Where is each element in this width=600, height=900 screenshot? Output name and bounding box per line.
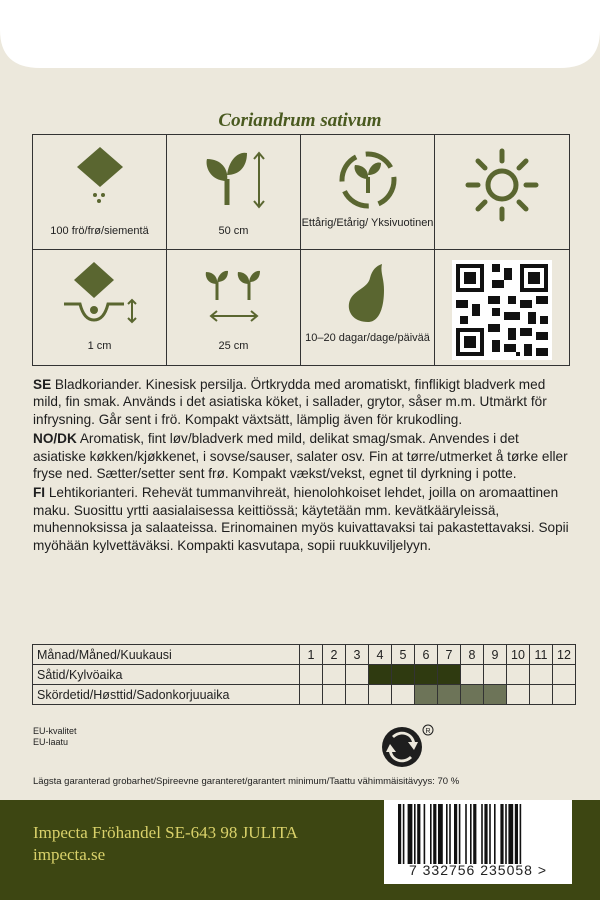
- lang-label-no-dk: NO/DK: [33, 431, 77, 447]
- sowing-month-cell: [484, 665, 507, 685]
- sowing-calendar: [32, 644, 576, 705]
- icon-grid: [32, 134, 570, 366]
- harvest-month-cell: [392, 685, 415, 705]
- lang-label-se: SE: [33, 377, 52, 392]
- seed-packet-icon: [65, 145, 135, 205]
- sowing-month-cell: [530, 665, 553, 685]
- month-cell: 12: [553, 645, 576, 665]
- germination-rate: Lägsta garanterad grobarhet/Spireevne garanteret/garantert minimum/Taattu vähimmäisitävyys: 70 %: [33, 776, 460, 787]
- seed-count-cell: [33, 135, 167, 250]
- lang-label-fi: FI: [33, 485, 46, 501]
- description-block: [33, 376, 573, 556]
- description-fi: [33, 484, 573, 554]
- harvest-month-cell: [369, 685, 392, 705]
- germination-icon: [338, 260, 398, 326]
- sowing-depth-caption: 1 cm: [87, 340, 112, 352]
- sowing-month-cell: [415, 665, 438, 685]
- sowing-month-cell: [369, 665, 392, 685]
- svg-text:R: R: [425, 728, 431, 735]
- description-text-no-dk: Aromatisk, fint løv/bladverk med mild, delikat smag/smak. Anvendes i det asiatiske køkken/kjøkkenet, i sovse/sauser, salater osv. Fin at tørre/utmerket å tørke eller fryse ned. Sætter/setter sent frø. Kompakt vækst/vekst, egnet til dyrkning i potte.: [33, 431, 568, 482]
- barcode: [384, 800, 572, 884]
- month-header-label: Månad/Måned/Kuukausi: [33, 645, 300, 665]
- lifecycle-cell: [301, 135, 435, 250]
- barcode-number: 7 332756 235058 >: [408, 862, 548, 878]
- eu-quality-se: EU-kvalitet: [33, 726, 77, 736]
- website-link[interactable]: impecta.se: [33, 845, 106, 864]
- height-cell: [167, 135, 301, 250]
- harvest-month-cell: [530, 685, 553, 705]
- harvest-label: Skördetid/Høsttid/Sadonkorjuuaika: [33, 685, 300, 705]
- qr-cell: [435, 250, 569, 365]
- harvest-month-cell: [300, 685, 323, 705]
- sun-cell: [435, 135, 569, 250]
- qr-code-icon[interactable]: [452, 260, 552, 360]
- annual-cycle-icon: [333, 145, 403, 215]
- germination-caption: 10–20 dagar/dage/päivää: [305, 332, 430, 344]
- height-caption: 50 cm: [218, 225, 249, 237]
- month-cell: 5: [392, 645, 415, 665]
- description-text-se: Bladkoriander. Kinesisk persilja. Örtkrydda med aromatiskt, finflikigt bladverk med mild, fin smak. Används i det asiatiska köket, i sallader, grytor, såser m.m. Utmärkt för infrysning. Går sent i frö. Kompakt växtsätt, lämplig även för krukodling.: [33, 377, 547, 427]
- sowing-month-cell: [392, 665, 415, 685]
- sowing-month-cell: [553, 665, 576, 685]
- harvest-month-cell: [346, 685, 369, 705]
- sun-icon: [464, 147, 540, 223]
- lifecycle-caption: Ettårig/Etårig/ Yksivuotinen: [301, 217, 434, 229]
- calendar-header-row: [33, 645, 576, 665]
- month-cell: 10: [507, 645, 530, 665]
- barcode-bars: [384, 804, 572, 866]
- sowing-month-cell: [346, 665, 369, 685]
- month-cell: 6: [415, 645, 438, 665]
- month-cell: 1: [300, 645, 323, 665]
- sowing-label: Såtid/Kylvöaika: [33, 665, 300, 685]
- sowing-depth-cell: [33, 250, 167, 365]
- seed-count-caption: 100 frö/frø/siementä: [50, 225, 149, 237]
- hang-tab-cutout: [0, 0, 600, 70]
- harvest-row: [33, 685, 576, 705]
- month-cell: 8: [461, 645, 484, 665]
- month-cell: 3: [346, 645, 369, 665]
- spacing-cell: [167, 250, 301, 365]
- plant-height-icon: [199, 145, 269, 215]
- harvest-month-cell: [553, 685, 576, 705]
- harvest-month-cell: [438, 685, 461, 705]
- species-title: Coriandrum sativum: [218, 110, 382, 131]
- harvest-month-cell: [484, 685, 507, 705]
- harvest-month-cell: [323, 685, 346, 705]
- month-cell: 7: [438, 645, 461, 665]
- sowing-month-cell: [300, 665, 323, 685]
- description-se: [33, 376, 573, 428]
- sowing-row: [33, 665, 576, 685]
- eu-quality: [33, 726, 77, 748]
- description-no-dk: [33, 430, 573, 482]
- company-name-line: Impecta Fröhandel SE-643 98 JULITA: [33, 823, 298, 842]
- description-text-fi: Lehtikorianteri. Rehevät tummanvihreät, hienolohkoiset lehdet, joilla on aromaattinen maku. Suosittu yrtti aasialaisessa keittiössä; käytetään mm. kevätkääryleissä, muhennoksissa ja salaateissa. Erinomainen myös kuivattavaksi tai pakastettavaksi. Sopii myöhään kylvettäväksi. Kompakti kasvutapa, sopii ruukkuviljelyyn.: [33, 485, 569, 553]
- month-cell: 9: [484, 645, 507, 665]
- harvest-month-cell: [507, 685, 530, 705]
- sowing-month-cell: [323, 665, 346, 685]
- sowing-depth-icon: [60, 260, 140, 326]
- sowing-month-cell: [438, 665, 461, 685]
- green-dot-recycle-icon: [380, 724, 436, 770]
- month-cell: 4: [369, 645, 392, 665]
- month-cell: 2: [323, 645, 346, 665]
- month-cell: 11: [530, 645, 553, 665]
- sowing-month-cell: [461, 665, 484, 685]
- plant-spacing-icon: [199, 260, 269, 326]
- harvest-month-cell: [415, 685, 438, 705]
- eu-quality-fi: EU-laatu: [33, 737, 69, 747]
- harvest-month-cell: [461, 685, 484, 705]
- company-address: [33, 822, 298, 866]
- germination-cell: [301, 250, 435, 365]
- sowing-month-cell: [507, 665, 530, 685]
- spacing-caption: 25 cm: [218, 340, 249, 352]
